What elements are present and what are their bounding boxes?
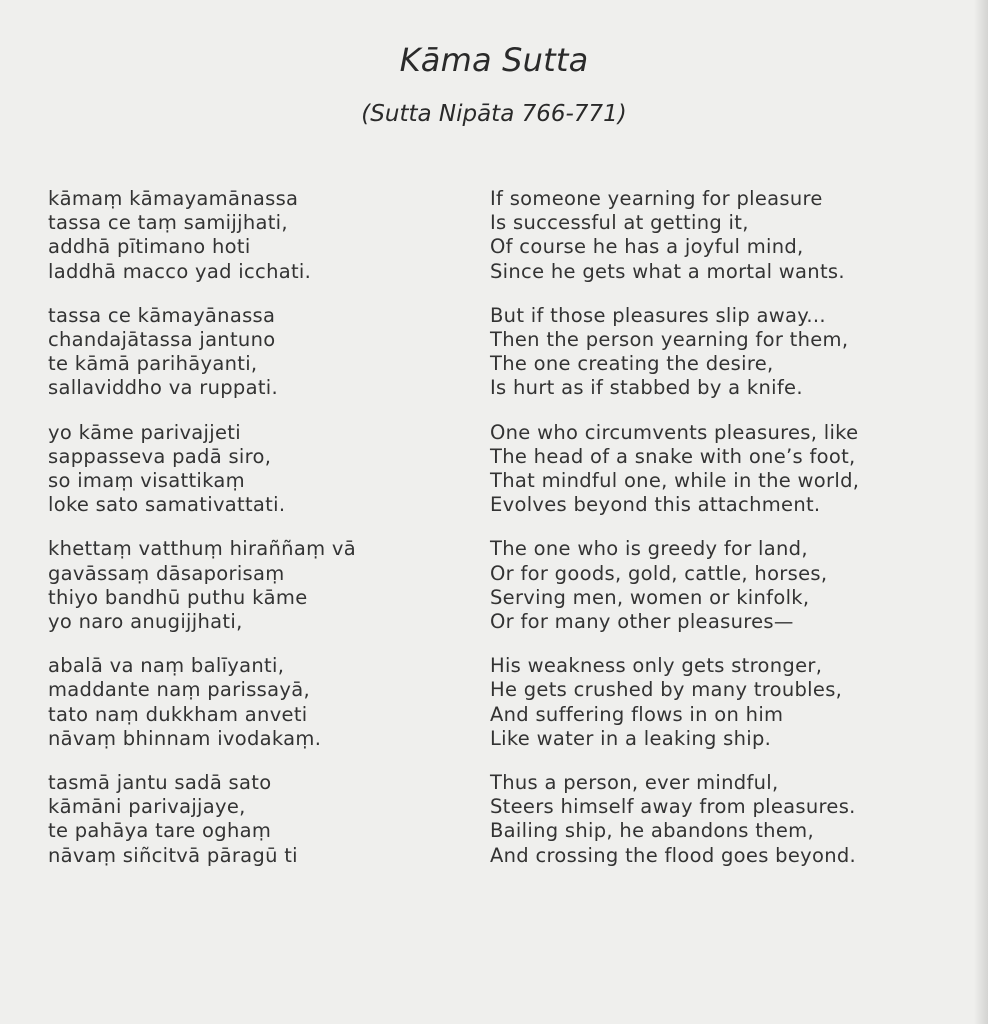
pali-line: yo kāme parivajjeti xyxy=(48,420,241,444)
english-line: And suffering flows in on him xyxy=(490,702,784,726)
pali-line: sallaviddho va ruppati. xyxy=(48,376,279,400)
english-stanza-2 xyxy=(490,304,970,401)
pali-stanza-5 xyxy=(48,654,468,751)
english-line: The head of a snake with one’s foot, xyxy=(490,444,856,468)
english-line: Serving men, women or kinfolk, xyxy=(490,585,810,609)
english-line: The one creating the desire, xyxy=(490,352,774,376)
english-line: Since he gets what a mortal wants. xyxy=(490,259,845,283)
english-line: He gets crushed by many troubles, xyxy=(490,678,843,702)
english-stanza-1 xyxy=(490,187,970,284)
english-line: One who circumvents pleasures, like xyxy=(490,420,859,444)
pali-line: sappasseva padā siro, xyxy=(48,444,272,468)
pali-line: gavāssaṃ dāsaporisaṃ xyxy=(48,561,285,585)
pali-line: kāmāni parivajjaye, xyxy=(48,795,246,819)
pali-stanza-4 xyxy=(48,537,468,634)
pali-line: tasmā jantu sadā sato xyxy=(48,771,272,795)
pali-line: tato naṃ dukkham anveti xyxy=(48,702,308,726)
pali-line: tassa ce taṃ samijjhati, xyxy=(48,211,288,235)
english-line: Steers himself away from pleasures. xyxy=(490,795,856,819)
pali-line: chandajātassa jantuno xyxy=(48,328,276,352)
english-stanza-5 xyxy=(490,654,970,751)
pali-line: loke sato samativattati. xyxy=(48,493,286,517)
english-line: Of course he has a joyful mind, xyxy=(490,235,804,259)
pali-line: laddhā macco yad icchati. xyxy=(48,259,312,283)
english-line: Is successful at getting it, xyxy=(490,211,749,235)
english-line: Then the person yearning for them, xyxy=(490,328,849,352)
pali-line: khettaṃ vatthuṃ hiraññaṃ vā xyxy=(48,537,356,561)
english-column xyxy=(490,187,970,888)
english-line: The one who is greedy for land, xyxy=(490,537,808,561)
english-line: Like water in a leaking ship. xyxy=(490,726,772,750)
pali-stanza-3 xyxy=(48,421,468,518)
english-stanza-4 xyxy=(490,537,970,634)
english-line: Bailing ship, he abandons them, xyxy=(490,819,814,843)
pali-line: abalā va naṃ balīyanti, xyxy=(48,654,285,678)
pali-stanza-1 xyxy=(48,187,468,284)
english-line: Evolves beyond this attachment. xyxy=(490,493,821,517)
pali-line: te kāmā parihāyanti, xyxy=(48,352,258,376)
english-line: That mindful one, while in the world, xyxy=(490,469,860,493)
english-stanza-6 xyxy=(490,771,970,868)
pali-line: nāvaṃ bhinnam ivodakaṃ. xyxy=(48,726,322,750)
pali-line: addhā pītimano hoti xyxy=(48,235,251,259)
pali-line: thiyo bandhū puthu kāme xyxy=(48,585,308,609)
page-edge-shadow xyxy=(974,0,988,1024)
english-line: His weakness only gets stronger, xyxy=(490,654,823,678)
english-line: And crossing the flood goes beyond. xyxy=(490,843,857,867)
pali-line: yo naro anugijjhati, xyxy=(48,610,243,634)
english-line: If someone yearning for pleasure xyxy=(490,187,823,210)
pali-line: maddante naṃ parissayā, xyxy=(48,678,310,702)
pali-line: kāmaṃ kāmayamānassa xyxy=(48,187,299,210)
english-line: Or for many other pleasures— xyxy=(490,610,794,634)
pali-stanza-2 xyxy=(48,304,468,401)
pali-line: tassa ce kāmayānassa xyxy=(48,303,276,327)
pali-stanza-6 xyxy=(48,771,468,868)
pali-column xyxy=(48,187,468,888)
english-stanza-3 xyxy=(490,421,970,518)
pali-line: so imaṃ visattikaṃ xyxy=(48,469,245,493)
english-line: Is hurt as if stabbed by a knife. xyxy=(490,376,803,400)
document-header xyxy=(0,38,988,130)
english-line: But if those pleasures slip away... xyxy=(490,303,826,327)
pali-line: nāvaṃ siñcitvā pāragū ti xyxy=(48,843,298,867)
english-line: Or for goods, gold, cattle, horses, xyxy=(490,561,828,585)
document-title: Kāma Sutta xyxy=(399,41,589,79)
document-subtitle: (Sutta Nipāta 766-771) xyxy=(361,101,627,127)
english-line: Thus a person, ever mindful, xyxy=(490,771,779,795)
pali-line: te pahāya tare oghaṃ xyxy=(48,819,272,843)
